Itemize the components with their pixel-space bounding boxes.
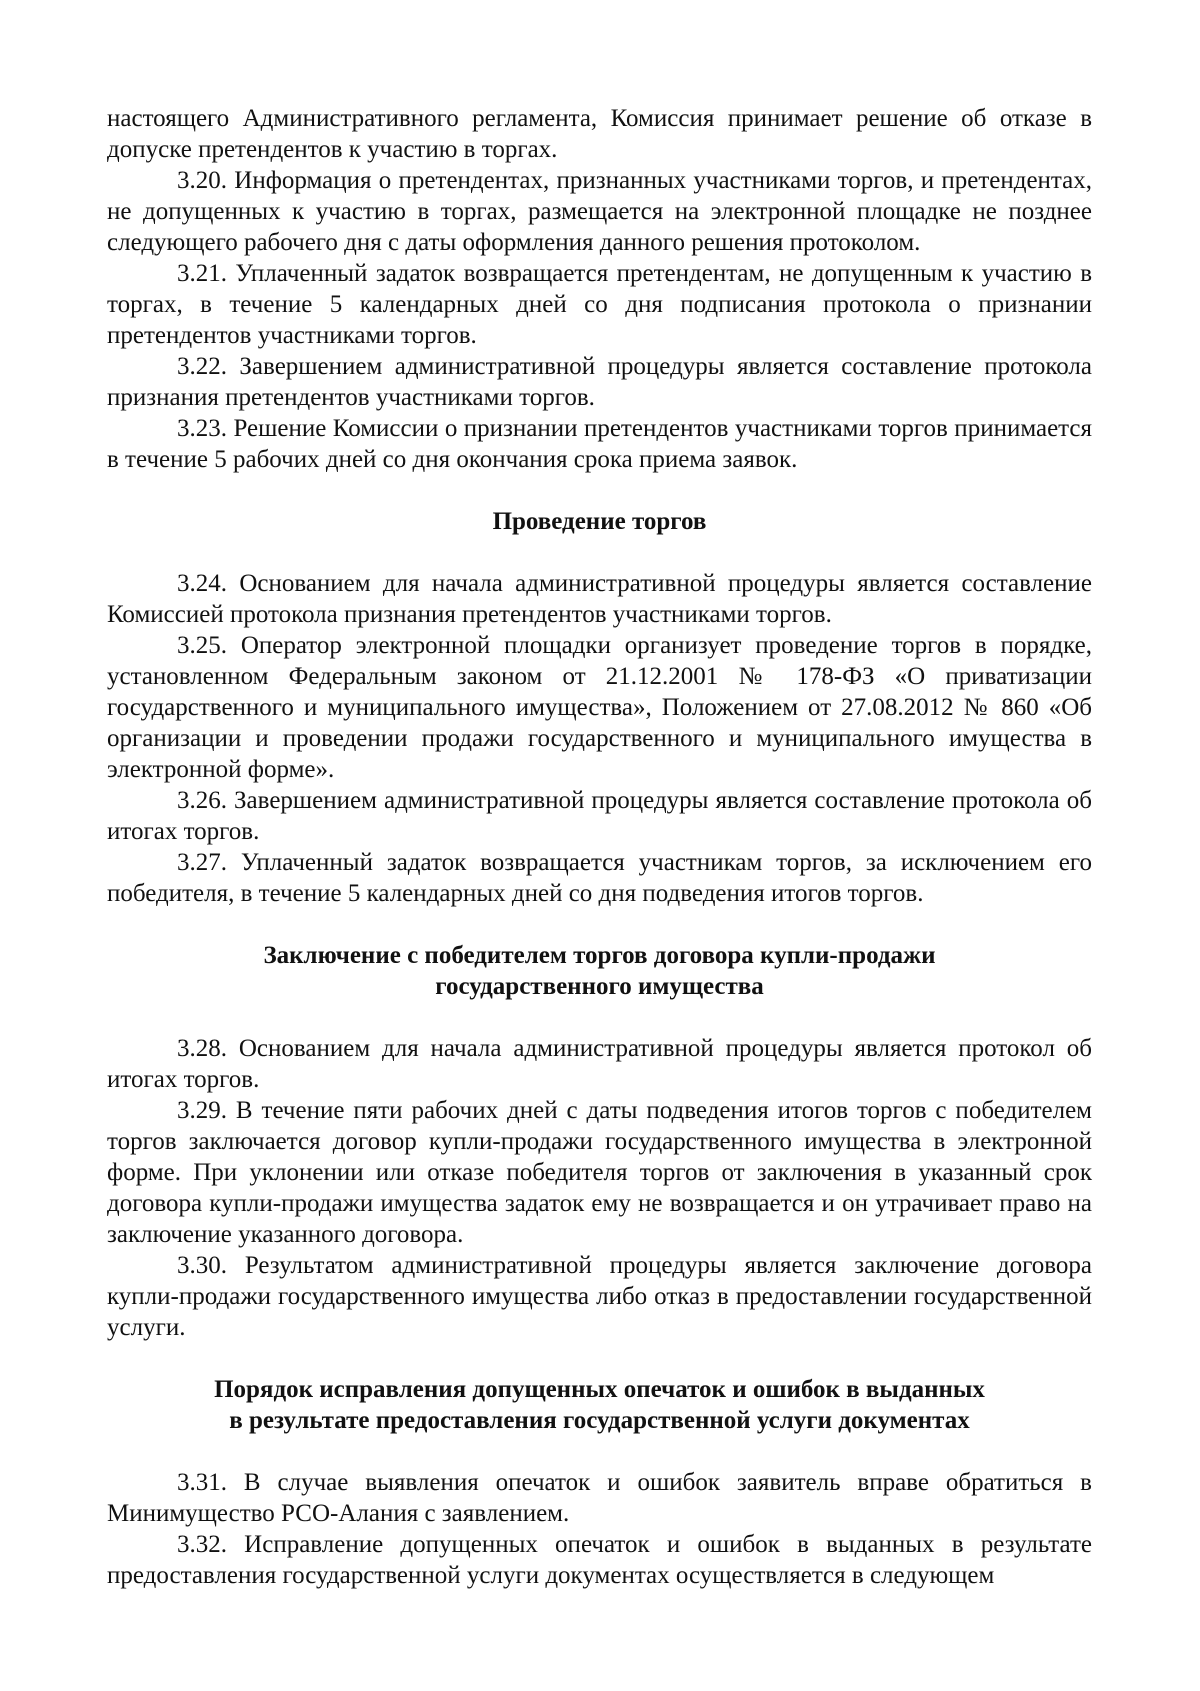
paragraph-3-29: 3.29. В течение пяти рабочих дней с даты подведения итогов торгов с победителем торгов заключается договор купли-продажи государственного имущества в электронной форме. При уклонении или отказе победителя торгов от заключения в указанный срок договора купли-продажи имущества задаток ему не возвращается и он утрачивает право на заключение указанного договора.	[107, 1097, 1092, 1248]
paragraph-3-20: 3.20. Информация о претендентах, признанных участниками торгов, и претендентах, не допущенных к участию в торгах, размещается на электронной площадке не позднее следующего рабочего дня с даты оформления данного решения протоколом.	[107, 167, 1092, 256]
paragraph-continuation: настоящего Административного регламента, Комиссия принимает решение об отказе в допуске претендентов к участию в торгах.	[107, 105, 1092, 163]
section-heading-contract-line-2: государственного имущества	[435, 973, 764, 1000]
paragraph-3-22: 3.22. Завершением административной процедуры является составление протокола признания претендентов участниками торгов.	[107, 353, 1092, 411]
paragraph-3-25: 3.25. Оператор электронной площадки организует проведение торгов в порядке, установленном Федеральным законом от 21.12.2001 № 178-ФЗ «О приватизации государственного и муниципального имущества», Положением от 27.08.2012 № 860 «Об организации и проведении продажи государственного и муниципального имущества в электронной форме».	[107, 632, 1092, 783]
paragraph-3-21: 3.21. Уплаченный задаток возвращается претендентам, не допущенным к участию в торгах, в течение 5 календарных дней со дня подписания протокола о признании претендентов участниками торгов.	[107, 260, 1092, 349]
paragraph-3-24: 3.24. Основанием для начала административной процедуры является составление Комиссией протокола признания претендентов участниками торгов.	[107, 570, 1092, 628]
spacer	[107, 475, 1092, 506]
section-heading-conducting-auction: Проведение торгов	[492, 508, 707, 535]
paragraph-3-23: 3.23. Решение Комиссии о признании претендентов участниками торгов принимается в течение 5 рабочих дней со дня окончания срока приема заявок.	[107, 415, 1092, 473]
spacer	[107, 1002, 1092, 1033]
paragraph-3-32: 3.32. Исправление допущенных опечаток и ошибок в выданных в результате предоставления государственной услуги документах осуществляется в следующем	[107, 1531, 1092, 1589]
spacer	[107, 909, 1092, 940]
spacer	[107, 1343, 1092, 1374]
paragraph-3-30: 3.30. Результатом административной процедуры является заключение договора купли-продажи государственного имущества либо отказ в предоставлении государственной услуги.	[107, 1252, 1092, 1341]
section-heading-contract-line-1: Заключение с победителем торгов договора купли-продажи	[263, 942, 936, 969]
section-heading-corrections-line-2: в результате предоставления государственной услуги документах	[229, 1407, 970, 1434]
spacer	[107, 537, 1092, 568]
section-heading-corrections-line-1: Порядок исправления допущенных опечаток и ошибок в выданных	[214, 1376, 985, 1403]
spacer	[107, 1436, 1092, 1467]
paragraph-3-26: 3.26. Завершением административной процедуры является составление протокола об итогах торгов.	[107, 787, 1092, 845]
document-page	[107, 103, 1092, 1591]
paragraph-3-28: 3.28. Основанием для начала административной процедуры является протокол об итогах торгов.	[107, 1035, 1092, 1093]
paragraph-3-31: 3.31. В случае выявления опечаток и ошибок заявитель вправе обратиться в Минимущество РСО-Алания с заявлением.	[107, 1469, 1092, 1527]
paragraph-3-27: 3.27. Уплаченный задаток возвращается участникам торгов, за исключением его победителя, в течение 5 календарных дней со дня подведения итогов торгов.	[107, 849, 1092, 907]
